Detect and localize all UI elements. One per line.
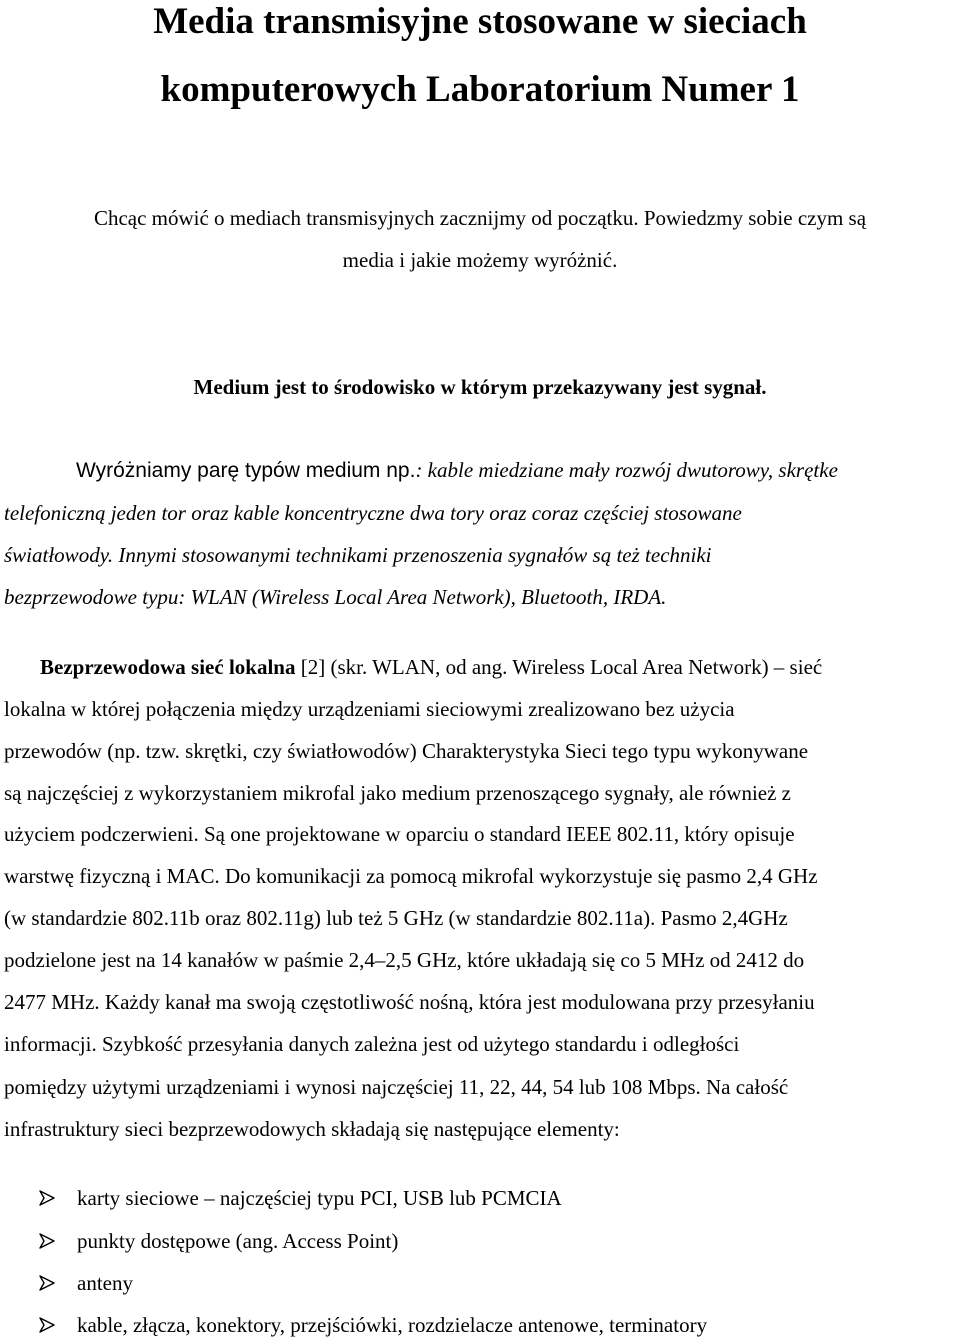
types-line-1 — [76, 455, 838, 486]
types-line-1-rest: : kable miedziane mały rozwój dwutorowy, skrętke — [415, 458, 838, 482]
arrowhead-bullet-icon — [38, 1189, 56, 1207]
wlan-heading: Bezprzewodowa sieć lokalna — [40, 655, 296, 679]
wlan-line: użyciem podczerwieni. Są one projektowane w oparciu o standard IEEE 802.11, który opisuje — [4, 822, 795, 846]
arrowhead-bullet-icon — [38, 1316, 56, 1334]
types-lead: Wyróżniamy parę typów medium np. — [76, 459, 416, 482]
medium-definition: Medium jest to środowisko w którym przekazywany jest sygnał. — [193, 375, 767, 399]
list-item-text: punkty dostępowe (ang. Access Point) — [77, 1229, 399, 1253]
list-item-text: anteny — [77, 1271, 133, 1295]
intro-line-1: Chcąc mówić o mediach transmisyjnych zacznijmy od początku. Powiedzmy sobie czym są — [93, 206, 867, 230]
wlan-line: (w standardzie 802.11b oraz 802.11g) lub też 5 GHz (w standardzie 802.11a). Pasmo 2,4GHz — [4, 906, 788, 930]
wlan-line: informacji. Szybkość przesyłania danych zależna jest od użytego standardu i odległości — [4, 1032, 740, 1056]
types-line-3: światłowody. Innymi stosowanymi technikami przenoszenia sygnałów są też techniki — [4, 543, 712, 567]
document-title-line-2: komputerowych Laboratorium Numer 1 — [160, 69, 800, 110]
wlan-line-1-rest: [2] (skr. WLAN, od ang. Wireless Local Area Network) – sieć — [295, 655, 823, 679]
wlan-line: warstwę fizyczną i MAC. Do komunikacji za pomocą mikrofal wykorzystuje się pasmo 2,4 GHz — [4, 864, 818, 888]
types-line-4: bezprzewodowe typu: WLAN (Wireless Local Area Network), Bluetooth, IRDA. — [4, 585, 667, 609]
wlan-line: podzielone jest na 14 kanałów w paśmie 2,4–2,5 GHz, które układają się co 5 MHz od 2412 do — [4, 948, 805, 972]
arrowhead-bullet-icon — [38, 1232, 56, 1250]
wlan-line: są najczęściej z wykorzystaniem mikrofal jako medium przenoszącego sygnały, ale również z — [4, 781, 791, 805]
wlan-line: infrastruktury sieci bezprzewodowych składają się następujące elementy: — [4, 1117, 620, 1141]
wlan-line-1 — [40, 652, 822, 682]
wlan-line: pomiędzy użytymi urządzeniami i wynosi najczęściej 11, 22, 44, 54 lub 108 Mbps. Na całość — [4, 1075, 789, 1099]
intro-line-2: media i jakie możemy wyróżnić. — [342, 248, 618, 272]
wlan-line: przewodów (np. tzw. skrętki, czy światłowodów) Charakterystyka Sieci tego typu wykonywane — [4, 739, 809, 763]
list-item-text: kable, złącza, konektory, przejściówki, rozdzielacze antenowe, terminatory — [77, 1313, 708, 1337]
types-line-2: telefoniczną jeden tor oraz kable koncentryczne dwa tory oraz coraz częściej stosowane — [4, 501, 742, 525]
wlan-line: 2477 MHz. Każdy kanał ma swoją częstotliwość nośną, która jest modulowana przy przesyłaniu — [4, 990, 815, 1014]
wlan-line: lokalna w której połączenia między urządzeniami sieciowymi zrealizowano bez użycia — [4, 697, 735, 721]
arrowhead-bullet-icon — [38, 1274, 56, 1292]
document-title-line-1: Media transmisyjne stosowane w sieciach — [153, 1, 807, 42]
list-item-text: karty sieciowe – najczęściej typu PCI, USB lub PCMCIA — [77, 1186, 562, 1210]
